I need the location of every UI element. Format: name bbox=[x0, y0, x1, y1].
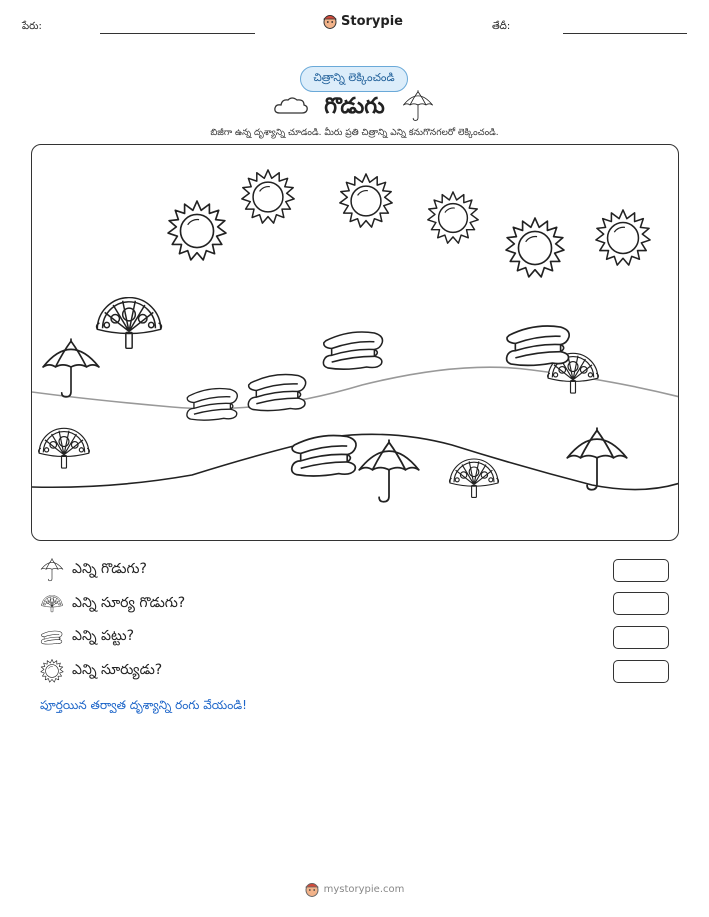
answer-box-umbrella[interactable] bbox=[613, 559, 669, 582]
fabric-icon bbox=[40, 625, 64, 649]
fabric-icon bbox=[187, 389, 237, 421]
count-badge: చిత్రాన్ని లెక్కించండి bbox=[300, 66, 408, 92]
name-line[interactable] bbox=[100, 33, 255, 34]
sun-icon bbox=[428, 192, 478, 243]
umbrella-icon bbox=[40, 558, 64, 582]
site-footer bbox=[0, 881, 709, 897]
answer-box-fan[interactable] bbox=[613, 592, 669, 615]
umbrella-icon bbox=[43, 339, 99, 397]
question-text: ఎన్ని పట్టు? bbox=[72, 627, 135, 644]
fabric-icon bbox=[248, 375, 305, 411]
brand-logo bbox=[323, 13, 403, 29]
date-label: తేదీ: bbox=[492, 21, 511, 32]
answer-box-sun[interactable] bbox=[613, 660, 669, 683]
question-text: ఎన్ని సూర్యుడు? bbox=[72, 661, 163, 678]
brand-name: Storypie bbox=[341, 13, 403, 29]
umbrella-icon bbox=[359, 440, 418, 502]
question-fan bbox=[40, 592, 185, 616]
name-label: పేరు: bbox=[22, 21, 42, 32]
busy-scene bbox=[31, 144, 679, 541]
fan-icon bbox=[40, 592, 64, 616]
sun-icon bbox=[168, 201, 226, 260]
sun-icon bbox=[596, 210, 650, 265]
color-instruction: పూర్తయిన తర్వాత దృశ్యాన్ని రంగు వేయండి! bbox=[40, 698, 247, 712]
sun-icon bbox=[40, 659, 64, 683]
site-url[interactable]: mystorypie.com bbox=[323, 883, 405, 895]
question-text: ఎన్ని సూర్య గొడుగు? bbox=[72, 594, 186, 611]
date-line[interactable] bbox=[563, 33, 687, 34]
fabric-icon bbox=[507, 326, 570, 365]
fan-icon bbox=[449, 459, 498, 497]
page-title: గొడుగు bbox=[324, 94, 385, 119]
answer-box-fabric[interactable] bbox=[613, 626, 669, 649]
sun-icon bbox=[506, 218, 564, 277]
question-umbrella bbox=[40, 558, 147, 582]
sun-icon bbox=[340, 174, 392, 227]
fan-icon bbox=[39, 428, 90, 468]
fabric-icon bbox=[323, 332, 382, 369]
question-fabric bbox=[40, 625, 134, 649]
instructions: బిజీగా ఉన్న దృశ్యాన్ని చూడండి. మీరు ప్రతి చిత్రాన్ని ఎన్ని కనుగొనగలరో లెక్కించండి. bbox=[210, 128, 499, 138]
mascot-icon bbox=[323, 13, 337, 29]
title-umbrella-icon bbox=[402, 90, 434, 122]
sun-icon bbox=[242, 170, 294, 223]
scene-drawing bbox=[32, 145, 679, 541]
question-text: ఎన్ని గొడుగు? bbox=[72, 560, 147, 577]
question-sun bbox=[40, 659, 162, 683]
mascot-icon bbox=[305, 881, 319, 897]
fabric-icon bbox=[292, 436, 356, 476]
fan-icon bbox=[97, 298, 162, 349]
